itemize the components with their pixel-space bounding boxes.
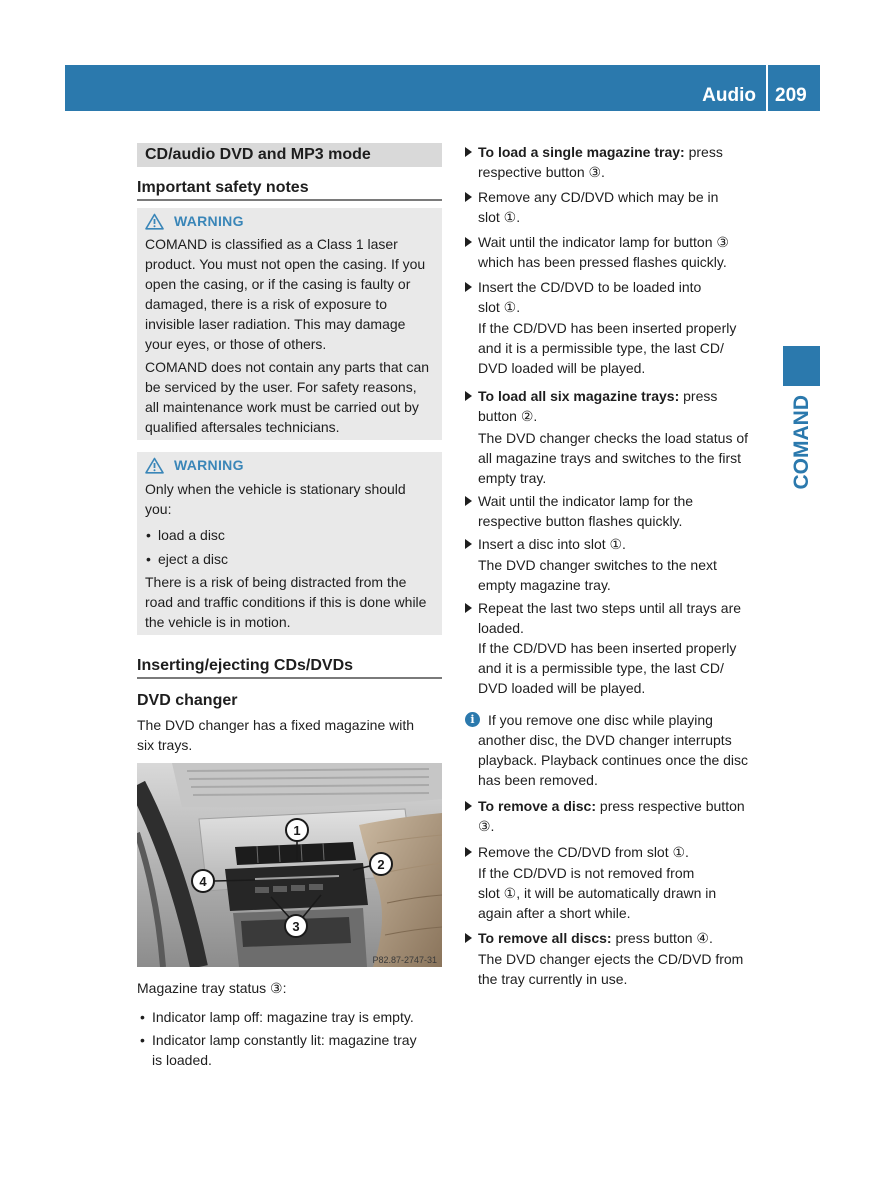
text-line: DVD loaded will be played. <box>478 360 646 376</box>
text-line: again after a short while. <box>478 905 631 921</box>
text-line: respective button flashes quickly. <box>478 513 683 529</box>
step-lead: To load all six magazine trays: <box>478 388 680 404</box>
warning-paragraph <box>145 572 426 632</box>
text-line: playback. Playback continues once the disc <box>478 752 749 768</box>
text-line: be serviced by the user. For safety reasons, <box>145 379 417 395</box>
dvd-changer-heading: DVD changer <box>137 692 238 709</box>
instruction-step <box>463 142 773 182</box>
bullet-item <box>140 1007 442 1027</box>
text-line: DVD loaded will be played. <box>478 680 646 696</box>
info-icon: i <box>465 712 480 727</box>
text-line: the vehicle is in motion. <box>145 614 291 630</box>
text-line: Remove any CD/DVD which may be in <box>478 189 719 205</box>
callout-number: 3 <box>292 919 300 934</box>
bullet-text: is loaded. <box>152 1052 212 1068</box>
text-line: Repeat the last two steps until all trays are <box>478 600 742 616</box>
text-line: road and traffic conditions if this is done while <box>145 594 427 610</box>
safety-notes-heading: Important safety notes <box>137 179 309 196</box>
text-line: all maintenance work must be carried out by <box>145 399 419 415</box>
heading-rule <box>137 677 442 679</box>
disc-slot-panel <box>225 863 368 911</box>
bullet-item <box>146 549 426 569</box>
text-line: the tray currently in use. <box>478 971 628 987</box>
step-arrow-icon <box>465 192 472 202</box>
instruction-step <box>463 232 773 272</box>
warning-paragraph <box>145 479 406 519</box>
text-line: and it is a permissible type, the last CD/ <box>478 340 724 356</box>
text-line <box>478 386 717 406</box>
bullet-icon: • <box>146 551 151 567</box>
step-arrow-icon <box>465 391 472 401</box>
warning-label: WARNING <box>174 457 244 473</box>
text-line: There is a risk of being distracted from the <box>145 574 407 590</box>
text-line: open the casing, or if the casing is faulty or <box>145 276 411 292</box>
instruction-step <box>463 277 773 317</box>
text-line: qualified aftersales technicians. <box>145 419 340 435</box>
instruction-step <box>463 491 773 531</box>
text-line: loaded. <box>478 620 524 636</box>
instruction-step <box>463 842 773 862</box>
section-heading-box <box>137 143 442 167</box>
step-result <box>478 428 748 488</box>
section-heading: CD/audio DVD and MP3 mode <box>145 146 371 163</box>
text-span: press <box>683 388 718 404</box>
text-line: all magazine trays and switches to the first <box>478 450 742 466</box>
text-span: press button ④. <box>615 930 713 946</box>
text-line: empty magazine tray. <box>478 577 611 593</box>
text-line: slot ①. <box>478 299 521 315</box>
step-arrow-icon <box>465 539 472 549</box>
text-line <box>478 796 745 816</box>
text-line: Remove the CD/DVD from slot ①. <box>478 844 689 860</box>
instruction-step <box>463 796 773 836</box>
bullet-text: load a disc <box>158 527 225 543</box>
callout-number: 2 <box>377 857 385 872</box>
text-line: The DVD changer ejects the CD/DVD from <box>478 951 744 967</box>
text-line <box>478 928 713 948</box>
text-line: which has been pressed flashes quickly. <box>478 254 727 270</box>
header-divider <box>766 65 768 111</box>
step-lead: To load a single magazine tray: <box>478 144 685 160</box>
text-line: respective button ③. <box>478 164 605 180</box>
text-span: press <box>688 144 723 160</box>
bullet-text: eject a disc <box>158 551 229 567</box>
instruction-step <box>463 928 773 948</box>
step-arrow-icon <box>465 496 472 506</box>
distraction-warning-box <box>137 452 442 635</box>
text-line: ③. <box>478 818 495 834</box>
step-arrow-icon <box>465 237 472 247</box>
step-lead: To remove a disc: <box>478 798 597 814</box>
bullet-icon: • <box>146 527 151 543</box>
warning-paragraph <box>145 234 425 354</box>
figure-code: P82.87-2747-31 <box>372 955 437 965</box>
inserting-heading: Inserting/ejecting CDs/DVDs <box>137 657 354 674</box>
text-line: has been removed. <box>478 772 598 788</box>
text-line: The DVD changer switches to the next <box>478 557 717 573</box>
callout-2 <box>370 853 392 875</box>
text-line: If the CD/DVD is not removed from <box>478 865 695 881</box>
step-result <box>478 638 736 698</box>
bullet-text: Indicator lamp constantly lit: magazine tray <box>152 1032 417 1048</box>
step-arrow-icon <box>465 933 472 943</box>
text-line: The DVD changer checks the load status of <box>478 430 749 446</box>
text-line: another disc, the DVD changer interrupts <box>478 732 732 748</box>
text-line: product. You must not open the casing. If you <box>145 256 426 272</box>
bullet-item <box>140 1030 442 1070</box>
info-note <box>463 710 773 790</box>
instruction-step <box>463 534 773 554</box>
dashboard-vent <box>172 763 442 807</box>
text-line: Insert the CD/DVD to be loaded into <box>478 279 702 295</box>
callout-number: 4 <box>199 874 207 889</box>
step-lead: To remove all discs: <box>478 930 612 946</box>
warning-label: WARNING <box>174 213 244 229</box>
dvd-changer-figure <box>137 763 442 967</box>
text-line: COMAND does not contain any parts that can <box>145 359 430 375</box>
callout-3 <box>285 915 307 937</box>
laser-warning-box <box>137 208 442 440</box>
text-line: Insert a disc into slot ①. <box>478 536 626 552</box>
text-line: Only when the vehicle is stationary should <box>145 481 406 497</box>
step-arrow-icon <box>465 847 472 857</box>
step-result <box>478 949 743 989</box>
text-line: six trays. <box>137 737 193 753</box>
text-line <box>478 142 723 162</box>
warning-paragraph <box>145 357 429 437</box>
page-header <box>65 65 820 111</box>
page-number: 209 <box>775 85 807 106</box>
text-line: slot ①. <box>478 209 521 225</box>
bullet-text: Indicator lamp off: magazine tray is empty. <box>152 1009 414 1025</box>
callout-number: 1 <box>293 823 301 838</box>
text-line: your eyes, or those of others. <box>145 336 327 352</box>
text-line: If the CD/DVD has been inserted properly <box>478 320 737 336</box>
bullet-item <box>146 525 426 545</box>
instruction-step <box>463 598 773 638</box>
text-span: press respective button <box>599 798 745 814</box>
step-arrow-icon <box>465 801 472 811</box>
chapter-tab-label: COMAND <box>790 395 813 490</box>
step-result <box>478 318 736 378</box>
text-line: and it is a permissible type, the last CD/ <box>478 660 724 676</box>
text-line: damaged, there is a risk of exposure to <box>145 296 388 312</box>
step-arrow-icon <box>465 603 472 613</box>
heading-rule <box>137 199 442 201</box>
text-line: slot ①, it will be automatically drawn in <box>478 885 717 901</box>
step-result <box>478 863 716 923</box>
text-line: you: <box>145 501 172 517</box>
bullet-icon: • <box>140 1032 145 1048</box>
text-line: Wait until the indicator lamp for the <box>478 493 694 509</box>
instruction-step <box>463 386 773 426</box>
text-line: If you remove one disc while playing <box>488 712 713 728</box>
callout-4 <box>192 870 214 892</box>
dvd-changer-text <box>137 715 414 755</box>
step-result <box>478 555 717 595</box>
text-line: COMAND is classified as a Class 1 laser <box>145 236 398 252</box>
step-arrow-icon <box>465 147 472 157</box>
text-line: Wait until the indicator lamp for button ③ <box>478 234 729 250</box>
tray-status-intro: Magazine tray status ③: <box>137 980 287 996</box>
chapter-tab-marker <box>783 346 820 386</box>
warning-triangle-icon <box>145 457 164 474</box>
text-line: invisible laser radiation. This may damage <box>145 316 406 332</box>
bullet-icon: • <box>140 1009 145 1025</box>
text-line: The DVD changer has a fixed magazine with <box>137 717 415 733</box>
instruction-step <box>463 187 773 227</box>
text-line: empty tray. <box>478 470 547 486</box>
text-line: If the CD/DVD has been inserted properly <box>478 640 737 656</box>
warning-triangle-icon <box>145 213 164 230</box>
text-line: button ②. <box>478 408 538 424</box>
step-arrow-icon <box>465 282 472 292</box>
section-title: Audio <box>702 85 756 106</box>
callout-1 <box>286 819 308 841</box>
